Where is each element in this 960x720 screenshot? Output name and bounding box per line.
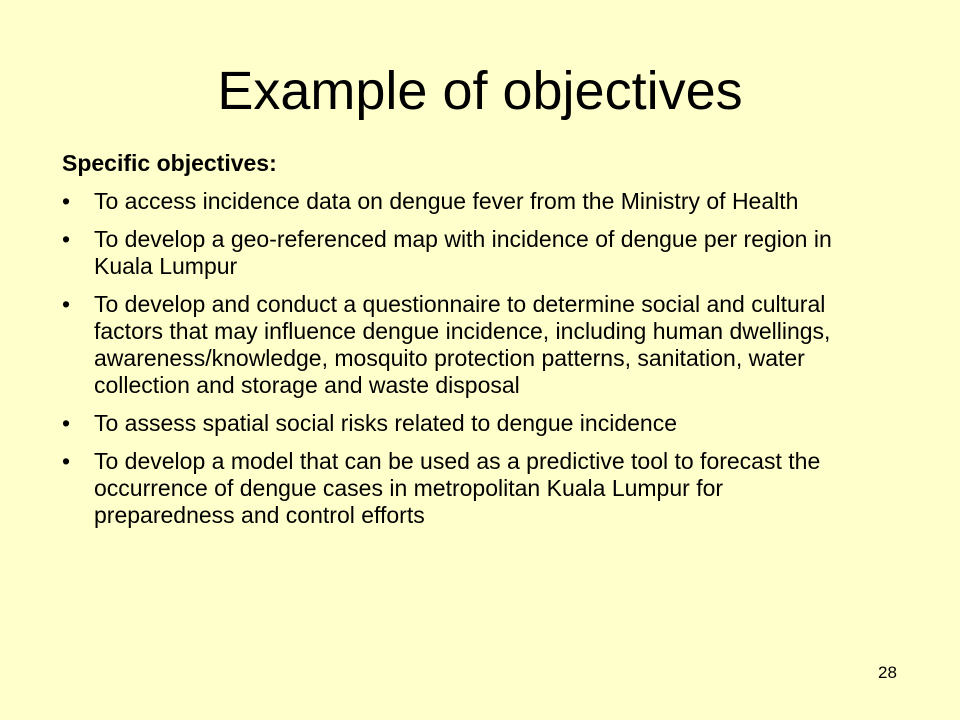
subheading: Specific objectives: bbox=[62, 150, 277, 176]
bullet-text: To develop and conduct a questionnaire to determine social and cultural factors that may influence dengue incidence, including human dwellings, awareness/knowledge, mosquito protection patterns, sanitation, water collection and storage and waste disposal bbox=[94, 291, 831, 398]
bullet-icon: • bbox=[62, 448, 71, 474]
slide-title: Example of objectives bbox=[217, 61, 743, 121]
page-number: 28 bbox=[878, 663, 897, 682]
bullet-text: To develop a geo-referenced map with incidence of dengue per region in Kuala Lumpur bbox=[94, 226, 832, 279]
list-item bbox=[62, 226, 862, 280]
bullet-text: To assess spatial social risks related to dengue incidence bbox=[94, 410, 677, 436]
bullet-icon: • bbox=[62, 410, 71, 436]
bullet-text: To develop a model that can be used as a predictive tool to forecast the occurrence of dengue cases in metropolitan Kuala Lumpur for preparedness and control efforts bbox=[94, 448, 821, 528]
list-item bbox=[62, 188, 862, 215]
list-item bbox=[62, 291, 862, 399]
bullet-text: To access incidence data on dengue fever from the Ministry of Health bbox=[94, 188, 799, 214]
objectives-list bbox=[62, 188, 862, 529]
list-item bbox=[62, 448, 862, 529]
bullet-icon: • bbox=[62, 226, 71, 252]
bullet-icon: • bbox=[62, 188, 71, 214]
slide-content bbox=[62, 148, 862, 540]
list-item bbox=[62, 410, 862, 437]
bullet-icon: • bbox=[62, 291, 71, 317]
